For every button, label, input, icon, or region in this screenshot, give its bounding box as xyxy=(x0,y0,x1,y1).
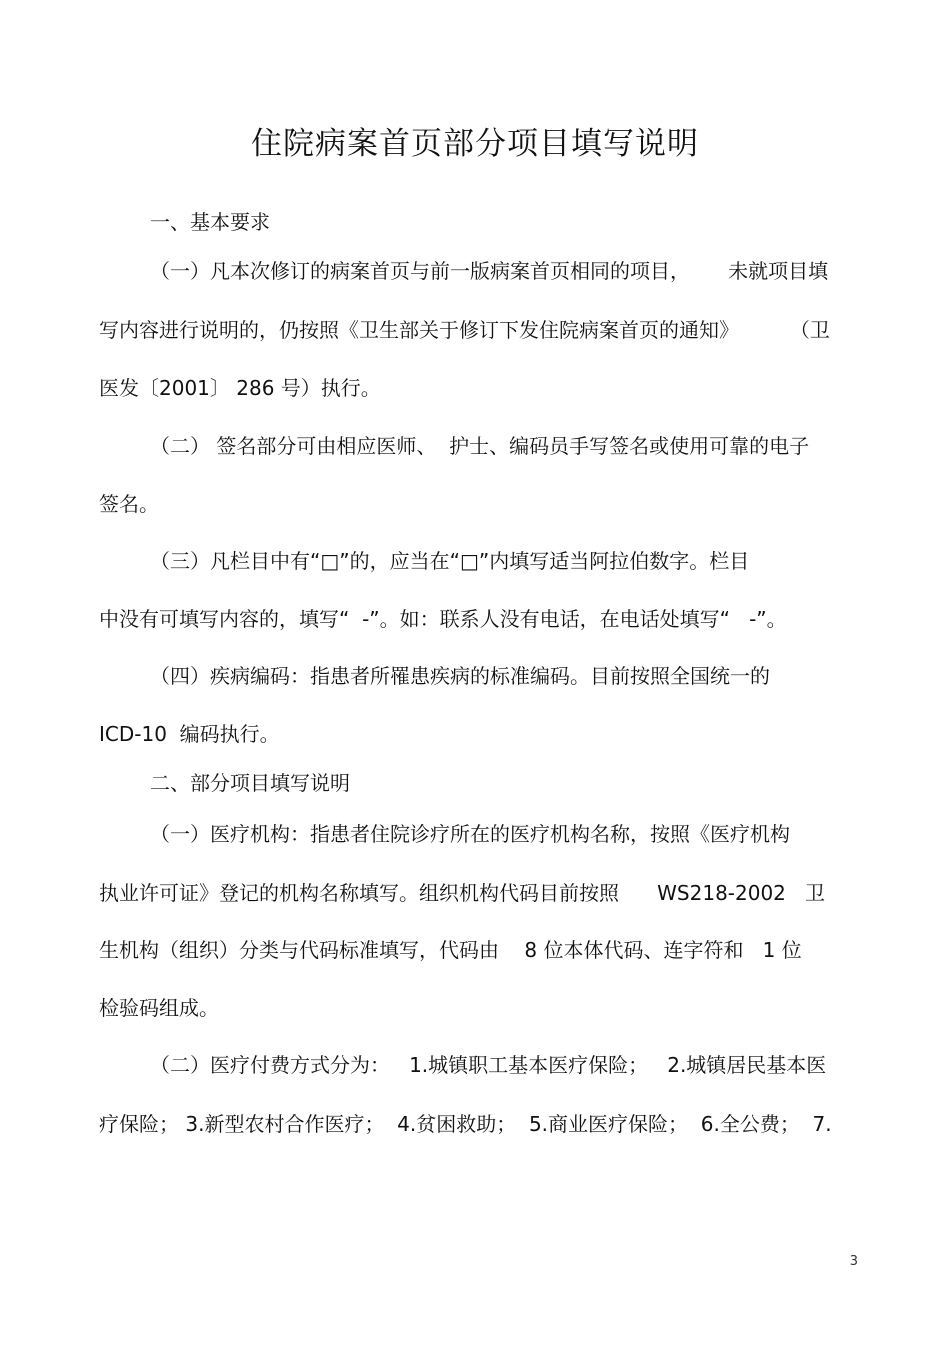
paragraph-line: （一）凡本次修订的病案首页与前一版病案首页相同的项目， 未就项目填 xyxy=(150,259,829,283)
paragraph-line: 疗保险； 3.新型农村合作医疗； 4.贫困救助； 5.商业医疗保险； 6.全公费； 7. xyxy=(99,1112,832,1136)
paragraph-line: （一）医疗机构：指患者住院诊疗所在的医疗机构名称，按照《医疗机构 xyxy=(150,822,790,846)
paragraph-line: 中没有可填写内容的，填写“ -”。如：联系人没有电话，在电话处填写“ -”。 xyxy=(99,607,787,631)
page-title: 住院病案首页部分项目填写说明 xyxy=(251,126,699,162)
paragraph-line: （二） 签名部分可由相应医师、 护士、编码员手写签名或使用可靠的电子 xyxy=(150,434,810,458)
page-number: 3 xyxy=(849,1254,858,1269)
paragraph-line: 医发〔2001〕 286 号）执行。 xyxy=(99,376,381,400)
paragraph-line: 生机构（组织）分类与代码标准填写，代码由 8 位本体代码、连字符和 1 位 xyxy=(99,938,802,962)
paragraph-line: 执业许可证》登记的机构名称填写。组织机构代码目前按照 WS218-2002 卫 xyxy=(99,881,825,905)
paragraph-line: （二）医疗付费方式分为： 1.城镇职工基本医疗保险； 2.城镇居民基本医 xyxy=(150,1053,827,1077)
paragraph-line: 写内容进行说明的，仍按照《卫生部关于修订下发住院病案首页的通知》 （卫 xyxy=(99,318,830,342)
paragraph-line: 检验码组成。 xyxy=(99,996,219,1020)
paragraph-line: （四）疾病编码：指患者所罹患疾病的标准编码。目前按照全国统一的 xyxy=(150,664,770,688)
section-heading-item-instructions: 二、部分项目填写说明 xyxy=(150,771,350,795)
section-heading-basic-requirements: 一、基本要求 xyxy=(150,210,270,234)
paragraph-line: （三）凡栏目中有“□”的，应当在“□”内填写适当阿拉伯数字。栏目 xyxy=(150,549,750,573)
paragraph-line: ICD-10 编码执行。 xyxy=(99,722,280,746)
paragraph-line: 签名。 xyxy=(99,492,159,516)
